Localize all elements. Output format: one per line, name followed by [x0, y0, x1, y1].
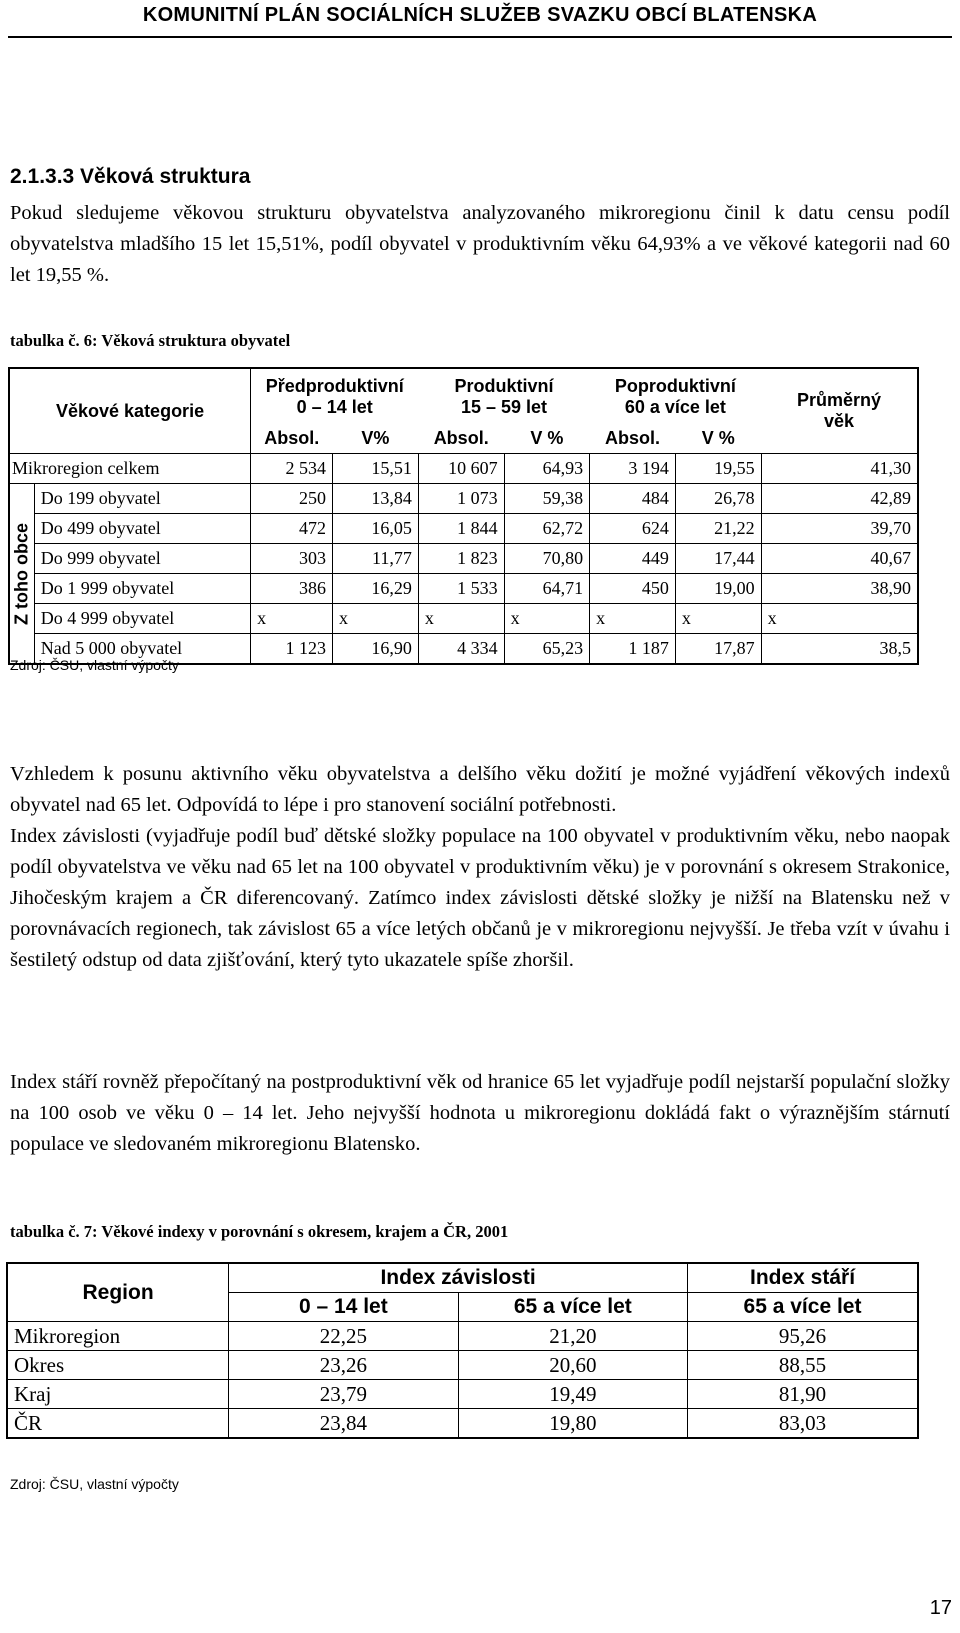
cell: 4 334	[418, 634, 504, 665]
header-region: Region	[7, 1263, 229, 1322]
cell: 21,20	[458, 1322, 687, 1351]
header-pct: V %	[701, 428, 735, 448]
cell: 2 534	[251, 454, 333, 484]
row-label: Nad 5 000 obyvatel	[34, 634, 250, 665]
cell: 70,80	[504, 544, 590, 574]
header-productive-range: 15 – 59 let	[460, 396, 547, 417]
cell: 15,51	[333, 454, 419, 484]
cell: 17,44	[675, 544, 761, 574]
cell: 23,26	[229, 1351, 458, 1380]
header-col-65-plus: 65 a více let	[458, 1293, 687, 1322]
cell: 26,78	[675, 484, 761, 514]
cell: 64,71	[504, 574, 590, 604]
group-label-cell	[9, 484, 34, 665]
header-preproductive	[251, 368, 419, 424]
cell: 20,60	[458, 1351, 687, 1380]
cell: 19,49	[458, 1380, 687, 1409]
cell: 449	[590, 544, 676, 574]
row-label: Do 1 999 obyvatel	[34, 574, 250, 604]
header-preproductive-range: 0 – 14 let	[296, 396, 373, 417]
cell: x	[333, 604, 419, 634]
table-row	[7, 1351, 918, 1380]
header-pct: V %	[530, 428, 564, 448]
header-productive-label: Produktivní	[454, 375, 554, 396]
header-postproductive-label: Poproduktivní	[614, 375, 736, 396]
paragraph-3: Index závislosti (vyjadřuje podíl buď dětské složky populace na 100 obyvatel v produktivním věku, nebo naopak podíl obyvatelstva ve věku nad 65 let na 100 obyvatel v produktivním věku) je v porovnání s okresem Strakonice, Jihočeským krajem a ČR diferencovaný. Zatímco index závislosti dětské složky je nižší na Blatensku než v porovnávacích regionech, tak závislost 65 a více letých občanů je v mikroregionu nejvyšší. Je třeba vzít v úvahu i šestiletý odstup od data zjišťování, který tyto ukazatele spíše zhoršil.	[10, 825, 950, 971]
header-postproductive-range: 60 a více let	[624, 396, 726, 417]
cell: 19,55	[675, 454, 761, 484]
page-number: 17	[929, 1597, 952, 1619]
cell: 250	[251, 484, 333, 514]
age-structure-table	[8, 367, 919, 665]
header-productive	[418, 368, 589, 424]
age-index-table	[6, 1262, 919, 1439]
cell: 17,87	[675, 634, 761, 665]
table-row	[7, 1380, 918, 1409]
table2-source: Zdroj: ČSU, vlastní výpočty	[10, 1476, 179, 1492]
cell: 38,5	[761, 634, 918, 665]
cell: 1 123	[251, 634, 333, 665]
paragraph-2: Vzhledem k posunu aktivního věku obyvatelstva a delšího věku dožití je možné vyjádření věkových indexů obyvatel nad 65 let. Odpovídá to lépe i pro stanovení sociální potřebnosti.	[10, 763, 950, 816]
table-row	[7, 1322, 918, 1351]
header-col-0-14: 0 – 14 let	[229, 1293, 458, 1322]
table-row	[9, 604, 918, 634]
cell: 41,30	[761, 454, 918, 484]
cell: 88,55	[688, 1351, 918, 1380]
cell: x	[590, 604, 676, 634]
row-label: Mikroregion	[7, 1322, 229, 1351]
header-col-65-plus-aging: 65 a více let	[688, 1293, 918, 1322]
table-row	[9, 574, 918, 604]
cell: x	[761, 604, 918, 634]
cell: 1 533	[418, 574, 504, 604]
row-label: Do 999 obyvatel	[34, 544, 250, 574]
cell: 65,23	[504, 634, 590, 665]
paragraph-4: Index stáří rovněž přepočítaný na postproduktivní věk od hranice 65 let vyjadřuje podíl nejstarší populační složky na 100 osob ve věku 0 – 14 let. Jeho nejvyšší hodnota u mikroregionu dokládá fakt o výraznějším stárnutí populace ve sledovaném mikroregionu Blatensko.	[10, 1071, 950, 1155]
header-preproductive-label: Předproduktivní	[265, 375, 404, 396]
header-abs: Absol.	[433, 428, 489, 448]
table2-caption: tabulka č. 7: Věkové indexy v porovnání s okresem, krajem a ČR, 2001	[10, 1222, 509, 1241]
cell: 1 823	[418, 544, 504, 574]
row-label: Do 199 obyvatel	[34, 484, 250, 514]
cell: 23,84	[229, 1409, 458, 1439]
row-label: Okres	[7, 1351, 229, 1380]
row-label: Kraj	[7, 1380, 229, 1409]
row-label: ČR	[7, 1409, 229, 1439]
cell: 19,80	[458, 1409, 687, 1439]
row-label: Mikroregion celkem	[9, 454, 251, 484]
section-title: 2.1.3.3 Věková struktura	[10, 165, 251, 188]
cell: 1 073	[418, 484, 504, 514]
document-header: KOMUNITNÍ PLÁN SOCIÁLNÍCH SLUŽEB SVAZKU OBCÍ BLATENSKA	[142, 4, 818, 26]
row-label: Do 4 999 obyvatel	[34, 604, 250, 634]
cell: 472	[251, 514, 333, 544]
cell: 62,72	[504, 514, 590, 544]
header-rule	[8, 36, 952, 38]
header-category: Věkové kategorie	[56, 400, 205, 421]
cell: 22,25	[229, 1322, 458, 1351]
cell: 40,67	[761, 544, 918, 574]
table-row	[7, 1409, 918, 1439]
cell: 39,70	[761, 514, 918, 544]
table-row	[9, 544, 918, 574]
cell: 1 187	[590, 634, 676, 665]
cell: 38,90	[761, 574, 918, 604]
cell: x	[418, 604, 504, 634]
cell: 95,26	[688, 1322, 918, 1351]
cell: 1 844	[418, 514, 504, 544]
header-abs: Absol.	[251, 424, 333, 454]
header-aging-index: Index stáří	[688, 1263, 918, 1293]
cell: 83,03	[688, 1409, 918, 1439]
cell: 10 607	[418, 454, 504, 484]
cell: 386	[251, 574, 333, 604]
row-label: Do 499 obyvatel	[34, 514, 250, 544]
table1-caption: tabulka č. 6: Věková struktura obyvatel	[10, 331, 291, 350]
cell: 42,89	[761, 484, 918, 514]
cell: 16,29	[333, 574, 419, 604]
group-label: Z toho obce	[11, 522, 32, 625]
header-average-age: Průměrný věk	[797, 390, 882, 431]
cell: x	[251, 604, 333, 634]
cell: 484	[590, 484, 676, 514]
cell: x	[504, 604, 590, 634]
paragraph-age-indexes	[10, 759, 950, 976]
header-pct: V%	[361, 428, 390, 448]
intro-paragraph: Pokud sledujeme věkovou strukturu obyvatelstva analyzovaného mikroregionu činil k datu censu podíl obyvatelstva mladšího 15 let 15,51%, podíl obyvatel v produktivním věku 64,93% a ve věkové kategorii nad 60 let 19,55 %.	[10, 202, 950, 286]
cell: 450	[590, 574, 676, 604]
cell: 3 194	[590, 454, 676, 484]
header-abs: Absol.	[605, 428, 661, 448]
table-row	[9, 484, 918, 514]
header-postproductive	[590, 368, 761, 424]
table1-source: Zdroj: ČSU, vlastní výpočty	[10, 657, 179, 673]
cell: 19,00	[675, 574, 761, 604]
cell: 59,38	[504, 484, 590, 514]
cell: 23,79	[229, 1380, 458, 1409]
cell: 16,05	[333, 514, 419, 544]
cell: 624	[590, 514, 676, 544]
cell: 21,22	[675, 514, 761, 544]
cell: 16,90	[333, 634, 419, 665]
cell: 81,90	[688, 1380, 918, 1409]
header-dependency-index: Index závislosti	[229, 1263, 688, 1293]
cell: 64,93	[504, 454, 590, 484]
cell: 303	[251, 544, 333, 574]
cell: 11,77	[333, 544, 419, 574]
cell: 13,84	[333, 484, 419, 514]
cell: x	[675, 604, 761, 634]
table-row	[9, 514, 918, 544]
table-row-total	[9, 454, 918, 484]
